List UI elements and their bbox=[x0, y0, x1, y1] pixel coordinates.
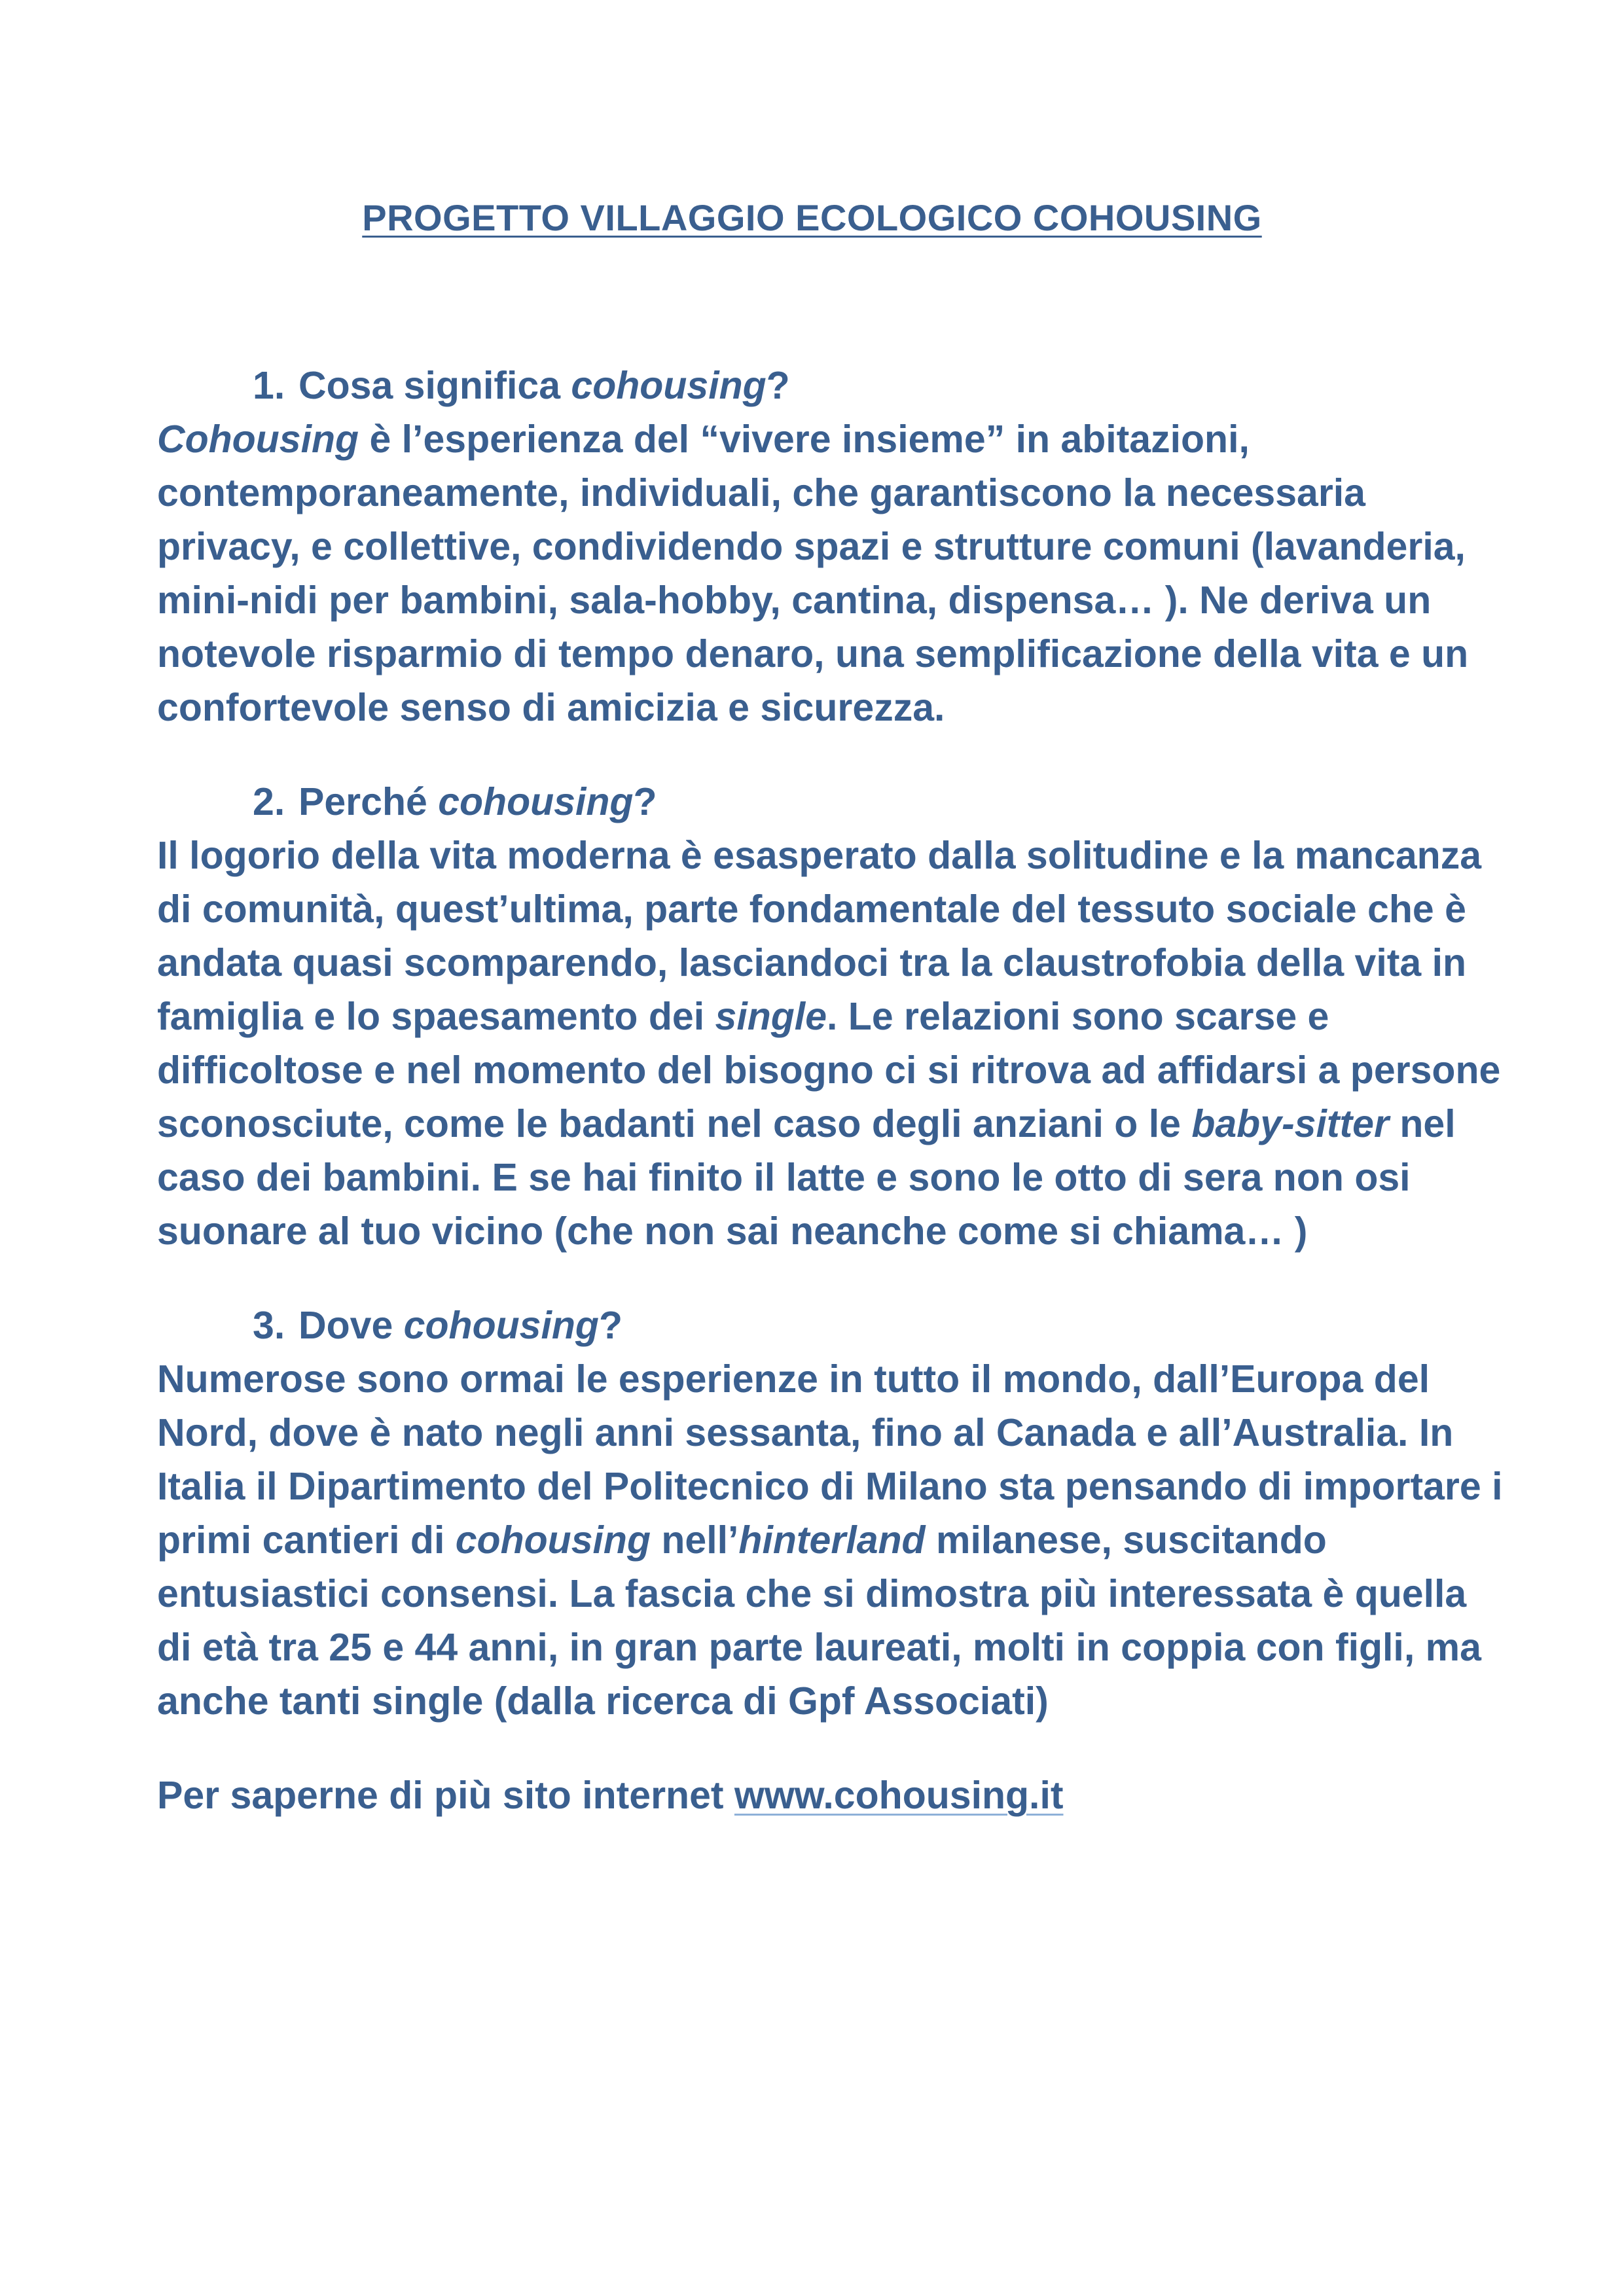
section-number: 2. bbox=[253, 780, 285, 823]
paragraph-italic: baby-sitter bbox=[1191, 1102, 1389, 1145]
paragraph-text: Il logorio della vita moderna è esasperato dalla solitudine e la mancanza di comunità, quest’ultima, parte fondamentale del tessuto sociale che è andata quasi scomparendo, lasciandoci tra la claustrofobia della vita in famiglia e lo spaesamento dei bbox=[157, 834, 1482, 1038]
section-paragraph-1 bbox=[157, 412, 1506, 734]
paragraph-text: è l’esperienza del “vivere insieme” in abitazioni, contemporaneamente, individuali, che garantiscono la necessaria privacy, e collettive, condividendo spazi e strutture comuni (lavanderia, mini-nidi per bambini, sala-hobby, cantina, dispensa… ). Ne deriva un notevole risparmio di tempo denaro, una semplificazione della vita e un confortevole senso di amicizia e sicurezza. bbox=[157, 418, 1469, 729]
paragraph-italic: Cohousing bbox=[157, 418, 359, 461]
section-paragraph-2 bbox=[157, 829, 1506, 1258]
section-heading-2 bbox=[157, 775, 1506, 829]
paragraph-text: nel caso dei bambini. E se hai finito il latte e sono le otto di sera non osi suonare al tuo vicino (che non sai neanche come si chiama… ) bbox=[157, 1102, 1456, 1253]
section-heading-text: Perché bbox=[298, 780, 439, 823]
footer-line bbox=[157, 1768, 1506, 1822]
section-heading-3 bbox=[157, 1299, 1506, 1352]
section-heading-suffix: ? bbox=[766, 364, 790, 407]
website-link[interactable]: www.cohousing.it bbox=[734, 1774, 1064, 1817]
paragraph-italic: single bbox=[715, 995, 827, 1038]
section-heading-suffix: ? bbox=[633, 780, 657, 823]
section-heading-suffix: ? bbox=[598, 1304, 623, 1347]
paragraph-text: nell’ bbox=[651, 1518, 739, 1562]
paragraph-italic: cohousing bbox=[455, 1518, 651, 1562]
section-number: 3. bbox=[253, 1304, 285, 1347]
section-heading-text: Cosa significa bbox=[298, 364, 571, 407]
section-heading-italic: cohousing bbox=[403, 1304, 599, 1347]
section-heading-text: Dove bbox=[298, 1304, 404, 1347]
paragraph-italic: hinterland bbox=[738, 1518, 926, 1562]
paragraph-text: . Le relazioni sono scarse e difficoltose e nel momento del bisogno ci si ritrova ad affidarsi a persone sconosciute, come le badanti nel caso degli anziani o le bbox=[157, 995, 1501, 1145]
section-paragraph-3 bbox=[157, 1352, 1506, 1728]
document-title bbox=[0, 196, 1624, 239]
section-heading-1 bbox=[157, 359, 1506, 412]
footer-text: Per saperne di più sito internet bbox=[157, 1774, 734, 1817]
paragraph-text: milanese, suscitando entusiastici consensi. La fascia che si dimostra più interessata è quella di età tra 25 e 44 anni, in gran parte laureati, molti in coppia con figli, ma anche tanti single (dalla ricerca di Gpf Associati) bbox=[157, 1518, 1481, 1723]
paragraph-text: Numerose sono ormai le esperienze in tutto il mondo, dall’Europa del Nord, dove è nato negli anni sessanta, fino al Canada e all’Australia. In Italia il Dipartimento del Politecnico di Milano sta pensando di importare i primi cantieri di bbox=[157, 1357, 1503, 1562]
document-body bbox=[157, 359, 1506, 1822]
section-heading-italic: cohousing bbox=[571, 364, 767, 407]
section-number: 1. bbox=[253, 364, 285, 407]
document-title-text: PROGETTO VILLAGGIO ECOLOGICO COHOUSING bbox=[362, 197, 1262, 238]
section-heading-italic: cohousing bbox=[438, 780, 634, 823]
